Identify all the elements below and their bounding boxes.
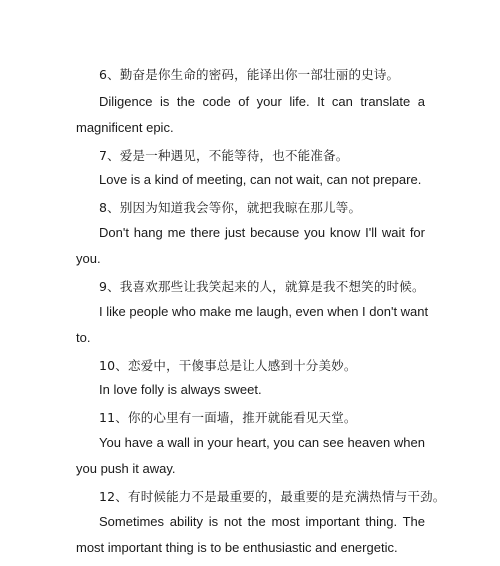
quote-8-chinese: 8、别因为知道我会等你，就把我晾在那儿等。 [99,200,362,215]
quote-8-english-line-2: you. [76,251,101,266]
quote-11-chinese: 11、你的心里有一面墙，推开就能看见天堂。 [99,410,357,425]
quote-9-english-line-1: I like people who make me laugh, even when I don't want [99,304,429,319]
quote-7-english-line-1: Love is a kind of meeting, can not wait, can not prepare. [99,172,422,187]
quote-12-chinese: 12、有时候能力不是最重要的，最重要的是充满热情与干劲。 [99,489,446,504]
quote-11-english-line-2: you push it away. [76,461,176,476]
quote-6-english-line-2: magnificent epic. [76,120,174,135]
quote-12-english-line-2: most important thing is to be enthusiastic and energetic. [76,540,398,555]
quote-10-chinese: 10、恋爱中，干傻事总是让人感到十分美妙。 [99,358,357,373]
quote-9-english-line-2: to. [76,330,91,345]
quote-7-chinese: 7、爱是一种遇见，不能等待，也不能准备。 [99,148,349,163]
quote-11-english-line-1: You have a wall in your heart, you can see heaven when [99,435,425,450]
quote-8-english-line-1: Don't hang me there just because you know I'll wait for [99,225,425,240]
quote-6-english-line-1: Diligence is the code of your life. It can translate a [99,94,425,109]
quote-6-chinese: 6、勤奋是你生命的密码，能译出你一部壮丽的史诗。 [99,67,400,82]
quote-10-english-line-1: In love folly is always sweet. [99,382,262,397]
quote-9-chinese: 9、我喜欢那些让我笑起来的人，就算是我不想笑的时候。 [99,279,425,294]
quote-12-english-line-1: Sometimes ability is not the most important thing. The [99,514,425,529]
